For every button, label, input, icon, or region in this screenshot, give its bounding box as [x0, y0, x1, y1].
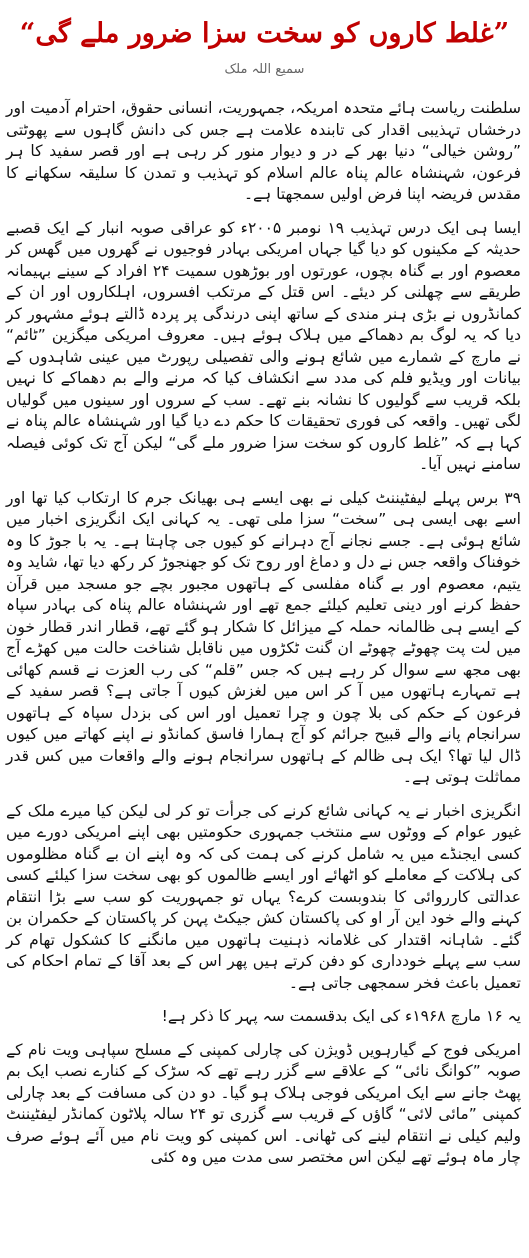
paragraph: سلطنت ریاست ہائے متحدہ امریکہ، جمہوریت، انسانی حقوق، احترام آدمیت اور درخشاں تہذیبی اقدار کی تابندہ علامت ہے جس کی دانش گاہوں سے پھوٹتی ”روشن خیالی“ دنیا بھر کے در و دیوار منور کر رہی ہے اور قصر سفید کا ہر فرعون، شہنشاہ عالم پناہ عالم اسلام کو تہذیب و تمدن کا سلیقہ سکھانے کا مقدس فریضہ اپنا فرض اولیں سمجھتا ہے۔: [6, 99, 521, 203]
paragraph: ایسا ہی ایک درس تہذیب ۱۹ نومبر ۲۰۰۵ء کو عراقی صوبہ انبار کے ایک قصبے حدیثہ کے مکینوں کو دیا گیا جہاں امریکی بہادر فوجیوں نے گھروں میں گھس کر معصوم اور بے گناہ بچوں، عورتوں اور بوڑھوں سمیت ۲۴ افراد کے سینے بہیمانہ طریقے سے چھلنی کر دیئے۔ اس قتل کے مرتکب افسروں، اہلکاروں اور ان کے کمانڈروں نے بڑی ہنر مندی کے ساتھ اپنی درندگی پر پردہ ڈالتے ہوئے مشہور کر دیا کہ یہ لوگ بم دھماکے میں ہلاک ہوئے ہیں۔ معروف امریکی میگزین ”ٹائم“ نے مارچ کے شمارے میں شائع ہونے والی تفصیلی رپورٹ میں عینی شاہدوں کے بیانات اور ویڈیو فلم کی مدد سے انکشاف کیا کہ مرنے والے بم دھماکے کا نہیں بلکہ قریب سے گولیوں کا نشانہ بنے تھے۔ سب کے سروں اور سینوں میں گولیاں لگی تھیں۔ واقعہ کی فوری تحقیقات کا حکم دے دیا گیا اور شہنشاہ عالم پناہ نے کہا ہے کہ ”غلط کاروں کو سخت سزا ضرور ملے گی“ لیکن آج تک کوئی فیصلہ سامنے نہیں آیا۔: [6, 218, 521, 473]
paragraph: انگریزی اخبار نے یہ کہانی شائع کرنے کی جرأت تو کر لی لیکن کیا میرے ملک کے غیور عوام کے ووٹوں سے منتخب جمہوری حکومتیں بھی اپنے امریکی دورے میں کسی ایجنڈے میں یہ شامل کرنے کی ہمت کی کہ وہ اپنے ان بے گناہ مظلوموں کی ہلاکت کے معاملے کو اٹھائے اور ایسے ظالموں کو بھی سخت سزا کیلئے کسی عدالتی کارروائی کا بندوبست کرے؟ یہاں تو جمہوریت کو سب سے بڑا انتقام کہنے والے خود این آر او کی پاکستان کش جیکٹ پہن کر پاکستان کے حکمران بن گئے۔ شاہانہ اقتدار کی غلامانہ ذہنیت ہاتھوں میں مانگنے کا کشکول تھام کر سب سے پہلے خودداری کو دفن کرتے ہیں پھر اس کے بعد آقا کے تمام احکام کی تعمیل باعث فخر سمجھی جاتی ہے۔: [6, 801, 521, 992]
article-body: [6, 98, 521, 1254]
paragraph: یہ ۱۶ مارچ ۱۹۶۸ء کی ایک بدقسمت سہ پہر کا ذکر ہے!: [161, 1007, 521, 1025]
paragraph: امریکی فوج کے گیارہویں ڈویژن کی چارلی کمپنی کے مسلح سپاہی ویت نام کے صوبہ ”کوانگ نائی“ کے علاقے سے گزر رہے تھے کہ سڑک کے کنارے نصب ایک بم پھٹ جانے سے ایک امریکی فوجی ہلاک ہو گیا۔ دو دن کی مسافت کے بعد چارلی کمپنی ”مائی لائی“ گاؤں کے قریب سے گزری تو ۲۴ سالہ پلاٹون کمانڈر لیفٹیننٹ ولیم کیلی نے انتقام لینے کی ٹھانی۔ اس کمپنی کو ویت نام میں آئے ہوئے صرف چار ماہ ہوئے تھے لیکن اس مختصر سی مدت میں وہ کئی: [6, 1040, 521, 1166]
article-title: ”غلط کاروں کو سخت سزا ضرور ملے گی“: [19, 18, 510, 49]
author-byline: سمیع اللہ ملک: [224, 62, 305, 77]
paragraph: ۳۹ برس پہلے لیفٹیننٹ کیلی نے بھی ایسے ہی بھیانک جرم کا ارتکاب کیا تھا اور اسے بھی ایسی ہی ”سخت“ سزا ملی تھی۔ یہ کہانی ایک انگریزی اخبار میں شائع ہوئی ہے۔ جسے نجانے آج دہرانے کو کیوں جی چاہتا ہے۔ یہ با جوڑ کا وہ خوفناک واقعہ جس نے دل و دماغ اور روح تک کو جھنجوڑ کر رکھ دیا تھا، شاید وہ یتیم، معصوم اور بے گناہ مفلسی کے ہاتھوں مجبور بچے جو مسجد میں قرآن حفظ کرنے اور دینی تعلیم کیلئے جمع تھے اور شہنشاہ عالم پناہ کی بہادر سپاہ کے ایسے ہی ظالمانہ حملہ کے میزائل کا شکار ہو گئے تھے، قطار اندر قطار خون میں لت پت چھوٹے چھوٹے ان گنت ٹکڑوں میں ناقابل شناخت حالت میں کھڑے آج بھی مجھ سے سوال کر رہے ہیں کہ جس ”قلم“ کی رب العزت نے قسم کھائی ہے تمہارے ہاتھوں میں آ کر اس میں لغزش کیوں آ جاتی ہے؟ قصر سفید کے فرعون کے حکم کی بلا چون و چرا تعمیل اور اس کی بزدل سپاہ کے ہاتھوں سرانجام پانے والے قبیح جرائم کو آج ہمارا فاسق کمانڈو نے اپنے کھاتے میں کیوں ڈال لیا تھا؟ ایک ہی ظالم کے ہاتھوں سرانجام ہونے والے واقعات میں کس قدر مماثلت ہوتی ہے۔: [6, 488, 521, 786]
